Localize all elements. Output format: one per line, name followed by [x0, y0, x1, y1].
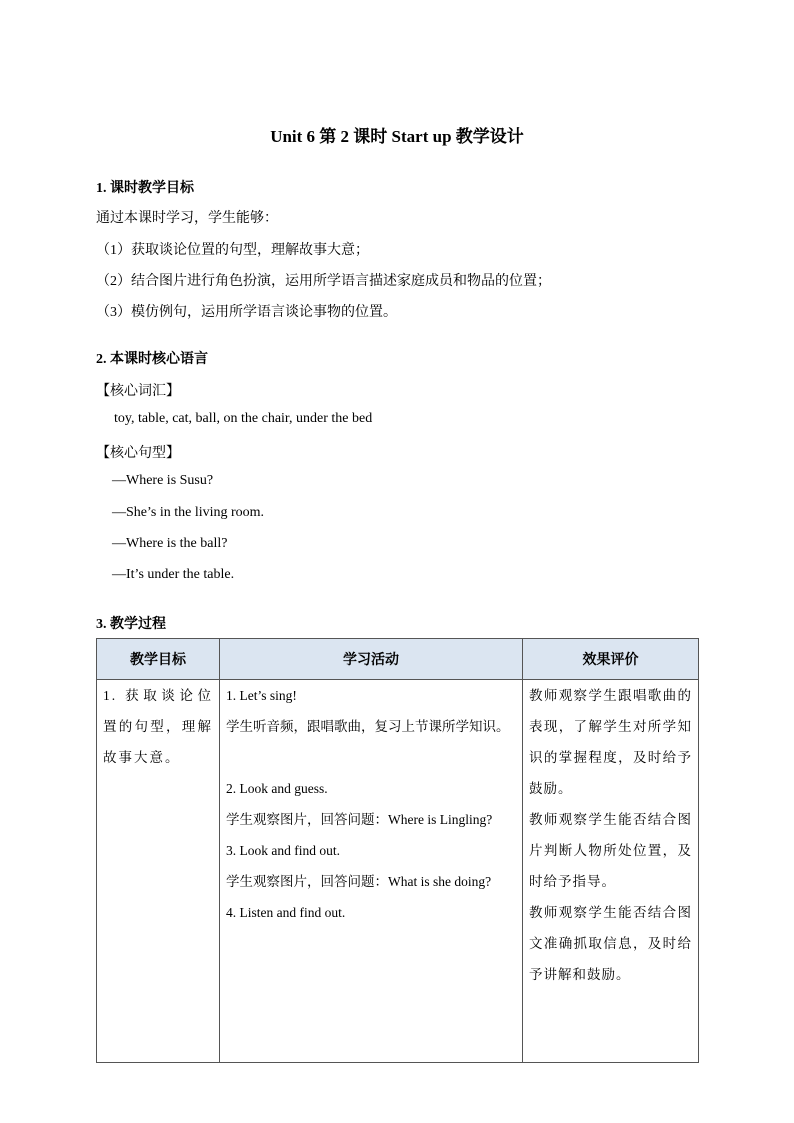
section2-heading: 2. 本课时核心语言	[96, 352, 208, 367]
vocab-label: 【核心词汇】	[96, 384, 180, 399]
section1-intro: 通过本课时学习，学生能够：	[96, 211, 278, 226]
goal-text: 1. 获取谈论位置的句型，理解故事大意。	[103, 688, 213, 765]
objective-item: （2）结合图片进行角色扮演，运用所学语言描述家庭成员和物品的位置；	[96, 274, 551, 289]
sentence-label: 【核心句型】	[96, 446, 180, 461]
activity-item: 4. Listen and find out.	[226, 905, 346, 920]
table-row	[97, 680, 699, 1063]
sentence-item: —Where is Susu?	[112, 473, 214, 488]
header-evaluation: 效果评价	[523, 639, 699, 680]
activity-item: 学生观察图片，回答问题：What is she doing?	[226, 874, 492, 889]
sentence-item: —Where is the ball?	[112, 536, 228, 551]
activity-cell	[220, 680, 523, 1063]
activity-item: 1. Let’s sing!	[226, 688, 297, 703]
section3-heading: 3. 教学过程	[96, 617, 166, 632]
vocab-list: toy, table, cat, ball, on the chair, under the bed	[114, 411, 373, 426]
sentence-item: —She’s in the living room.	[112, 505, 265, 520]
activity-item: 学生听音频，跟唱歌曲，复习上节课所学知识。	[226, 719, 510, 734]
header-activity: 学习活动	[220, 639, 523, 680]
evaluation-item: 教师观察学生跟唱歌曲的表现，了解学生对所学知识的掌握程度，及时给予鼓励。	[529, 688, 692, 796]
section1-heading: 1. 课时教学目标	[96, 181, 194, 196]
teaching-process-table	[96, 638, 699, 1063]
objective-item: （3）模仿例句，运用所学语言谈论事物的位置。	[96, 305, 397, 320]
goal-cell	[97, 680, 220, 1063]
document-title: Unit 6 第 2 课时 Start up 教学设计	[270, 127, 524, 146]
evaluation-cell	[523, 680, 699, 1063]
activity-item: 3. Look and find out.	[226, 843, 340, 858]
activity-item: 2. Look and guess.	[226, 781, 328, 796]
evaluation-item: 教师观察学生能否结合图文准确抓取信息，及时给予讲解和鼓励。	[529, 905, 692, 982]
sentence-item: —It’s under the table.	[112, 567, 235, 582]
evaluation-item: 教师观察学生能否结合图片判断人物所处位置，及时给予指导。	[529, 812, 692, 889]
header-goal: 教学目标	[97, 639, 220, 680]
objective-item: （1）获取谈论位置的句型，理解故事大意；	[96, 243, 369, 258]
activity-item: 学生观察图片，回答问题：Where is Lingling?	[226, 812, 493, 827]
